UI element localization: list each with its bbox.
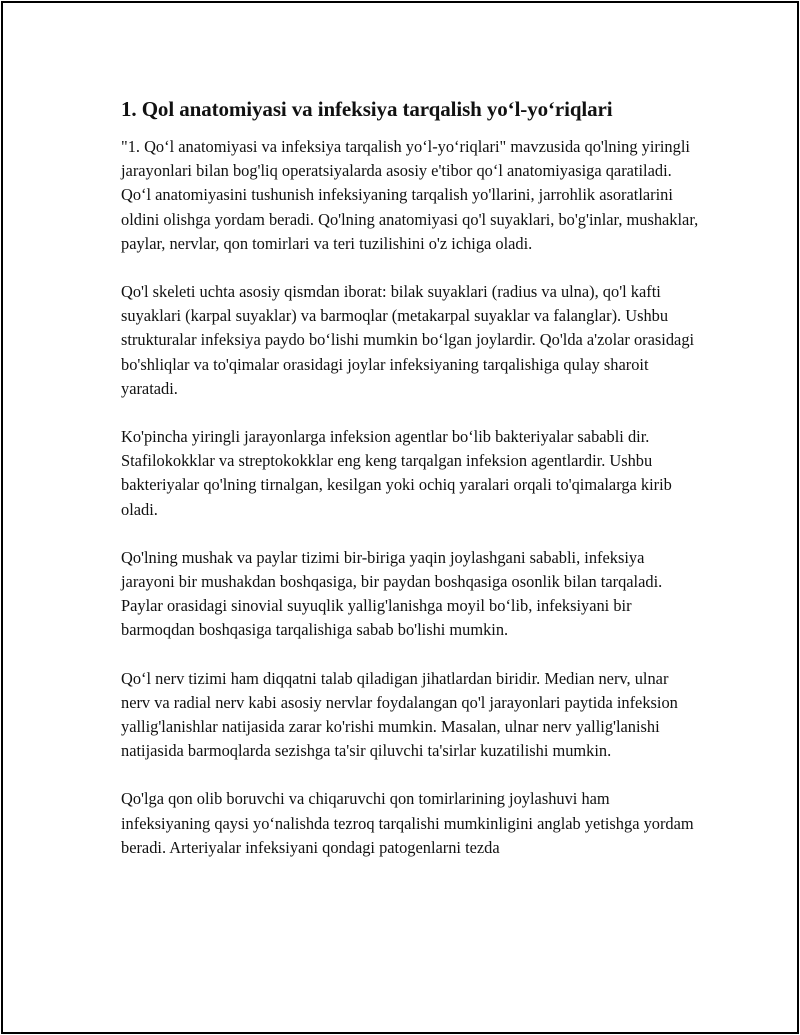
paragraph-3: Ko'pincha yiringli jarayonlarga infeksion agentlar bo‘lib bakteriyalar sababli dir. Stafilokokklar va streptokokklar eng keng tarqalgan infeksion agentlardir. Ushbu bakteriyalar qo'lning tirnalgan, kesilgan yoki ochiq yaralari orqali to'qimalarga kirib oladi.	[121, 427, 672, 519]
paragraph-6: Qo'lga qon olib boruvchi va chiqaruvchi qon tomirlarining joylashuvi ham infeksiyaning qaysi yo‘nalishda tezroq tarqalishi mumkinligini anglab yetishga yordam beradi. Arteriyalar infeksiyani qondagi patogenlarni tezda	[121, 789, 694, 857]
document-title: 1. Qol anatomiyasi va infeksiya tarqalish yo‘l-yo‘riqlari	[121, 97, 613, 121]
page-frame	[1, 1, 799, 1034]
paragraph-4: Qo'lning mushak va paylar tizimi bir-biriga yaqin joylashgani sababli, infeksiya jarayoni bir mushakdan boshqasiga, bir paydan boshqasiga osonlik bilan tarqaladi. Paylar orasidagi sinovial suyuqlik yallig'lanishga moyil bo‘lib, infeksiyani bir barmoqdan boshqasiga tarqalishiga sabab bo'lishi mumkin.	[121, 547, 663, 640]
paragraph-1: "1. Qo‘l anatomiyasi va infeksiya tarqalish yo‘l-yo‘riqlari" mavzusida qo'lning yiringli jarayonlari bilan bog'liq operatsiyalarda asosiy e'tibor qo‘l anatomiyasiga qaratiladi. Qo‘l anatomiyasini tushunish infeksiyaning tarqalish yo'llarini, jarrohlik asoratlarini oldini olishga yordam beradi. Qo'lning anatomiyasi qo'l suyaklari, bo'g'inlar, mushaklar, paylar, nervlar, qon tomirlari va teri tuzilishini o'z ichiga oladi.	[121, 137, 699, 253]
paragraph-2: Qo'l skeleti uchta asosiy qismdan iborat: bilak suyaklari (radius va ulna), qo'l kafti suyaklari (karpal suyaklar) va barmoqlar (metakarpal suyaklar va falanglar). Ushbu strukturalar infeksiya paydo bo‘lishi mumkin bo‘lgan joylardir. Qo'lda a'zolar orasidagi bo'shliqlar va to'qimalar orasidagi joylar infeksiyaning tarqalishiga qulay sharoit yaratadi.	[121, 282, 695, 398]
document-body	[121, 95, 699, 884]
paragraph-5: Qo‘l nerv tizimi ham diqqatni talab qiladigan jihatlardan biridir. Median nerv, ulnar nerv va radial nerv kabi asosiy nervlar foydalangan qo'l jarayonlari paytida infeksion yallig'lanishlar natijasida zarar ko'rishi mumkin. Masalan, ulnar nerv yallig'lanishi natijasida barmoqlarda sezishga ta'sir qiluvchi ta'sirlar kuzatilishi mumkin.	[121, 668, 678, 761]
